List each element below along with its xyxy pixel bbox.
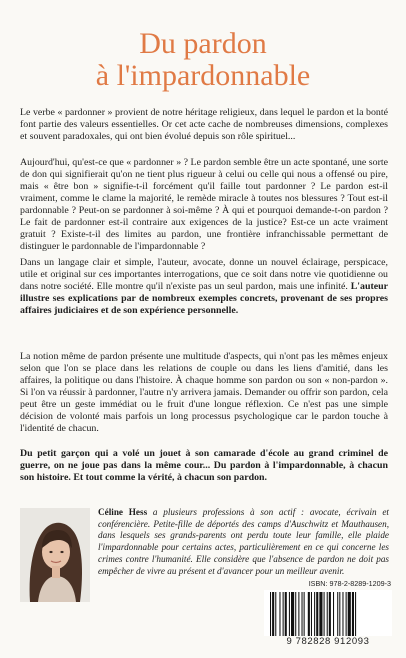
barcode-bar (308, 592, 310, 636)
isbn-label: ISBN: 978-2-8289-1209-3 (308, 579, 391, 588)
barcode-bar (283, 592, 284, 636)
barcode-bar (279, 592, 280, 636)
barcode-bar (333, 592, 334, 636)
barcode-bar (337, 592, 338, 636)
barcode-bar (289, 592, 290, 636)
barcode-bar (342, 592, 343, 636)
barcode-bar (329, 592, 331, 636)
author-bio-text: a plusieurs professions à son actif : avocate, écrivain et conférencière. Petite-fille de déportés des camps d'Auschwitz et Mauthausen, dans lesquels ses grands-parents ont perdu toute leur famille, elle plaide l'impardonnable pour certains actes, particulièrement en ce qui concerne les crimes contre l'humanité. Elle considère que l'absence de pardon ne doit pas empêcher de vivre au présent et d'avancer pour un meilleur avenir. (98, 507, 389, 576)
barcode-bar (352, 592, 354, 636)
paragraph-approach-text: Dans un langage clair et simple, l'auteur, avocate, donne un nouvel éclairage, perspicace, utile et original sur ces importantes interrogations, que ce soit dans notre vie quotidienne ou dans notre société. Elle montre qu'il n'existe pas un seul pardon, mais une infinité. (20, 257, 388, 292)
paragraph-intro-text: Le verbe « pardonner » provient de notre héritage religieux, dans lequel le pardon et la bonté font partie des valeurs essentielles. Or cet acte cache de nombreuses dimensions, complexes et souvent paradoxales, qui ont bien évolué depuis son rôle spirituel... (20, 107, 388, 142)
barcode-bar (285, 592, 287, 636)
paragraph-notion (20, 351, 388, 435)
barcode-bar (272, 592, 274, 636)
barcode-bar (346, 592, 347, 636)
paragraph-intro (20, 107, 388, 143)
paragraph-questions (20, 157, 388, 253)
author-name: Céline Hess (98, 507, 148, 517)
barcode-bar (311, 592, 312, 636)
barcode-bar (298, 592, 299, 636)
barcode-bar (302, 592, 303, 636)
barcode-bar (355, 592, 356, 636)
barcode-bar (314, 592, 315, 636)
barcode-bar (295, 592, 296, 636)
paragraph-notion-text: La notion même de pardon présente une multitude d'aspects, qui n'ont pas les mêmes enjeux selon que l'on se place dans les relations de couple ou dans les liens d'amitié, dans les affaires, la politique ou dans l'histoire. À chaque homme son pardon ou son « non-pardon ». Si l'on va réussir à pardonner, l'autre n'y arrivera jamais. Demander ou offrir son pardon, cela peut être un geste immédiat ou le fruit d'une longue réflexion. Ce n'est pas une simple décision de volonté mais parfois un long processus psychologique car le pardon touche à l'identité de chacun. (20, 351, 388, 434)
barcode-bar (348, 592, 351, 636)
barcode-bar (327, 592, 328, 636)
barcode-bar (324, 592, 325, 636)
title-line-2: à l'impardonnable (95, 59, 311, 92)
barcode (264, 590, 392, 636)
paragraph-author-approach (20, 257, 388, 317)
author-bio (98, 507, 389, 577)
barcode-digits: 9 782828 912093 (286, 636, 370, 647)
paragraph-approach-bold: L'auteur illustre ses explications par de nombreux exemples concrets, provenant de ses propres affaires judiciaires et de son expérience personnelle. (20, 281, 388, 316)
barcode-bar (319, 592, 322, 636)
barcode-bar (316, 592, 318, 636)
paragraph-questions-text: Aujourd'hui, qu'est-ce que « pardonner » ? Le pardon semble être un acte spontané, une sorte de don qui signifierait qu'on ne tient plus rigueur à celui ou celle qui nous a offensé ou pire, mais « être bon » signifie-t-il forcément qu'il faille tout pardonner ? Le pardon est-il vraiment, comme le clame la majorité, le remède miracle à toutes nos blessures ? Tout est-il pardonnable ? Peut-on se pardonner à soi-même ? À qui et pourquoi demande-t-on pardon ? Le fait de pardonner est-il contraire aux exigences de la justice? Est-ce un acte vraiment gratuit ? Existe-t-il des limites au pardon, une frontière infranchissable permettant de distinguer le pardonnable de l'impardonnable ? (20, 157, 388, 252)
title-line-1: Du pardon (139, 27, 267, 60)
author-portrait-icon (20, 508, 90, 602)
barcode-bar (291, 592, 294, 636)
paragraph-tagline (20, 448, 388, 484)
barcode-bar (339, 592, 340, 636)
barcode-bar (304, 592, 305, 636)
author-photo (20, 508, 90, 602)
paragraph-tagline-text: Du petit garçon qui a volé un jouet à son camarade d'école au grand criminel de guerre, on ne joue pas dans la même cour... Du pardon à l'impardonnable, à chacun son histoire. Et tout comme la vérité, à chacun son pardon. (20, 448, 388, 483)
barcode-bar (275, 592, 276, 636)
barcode-bar (270, 592, 271, 636)
